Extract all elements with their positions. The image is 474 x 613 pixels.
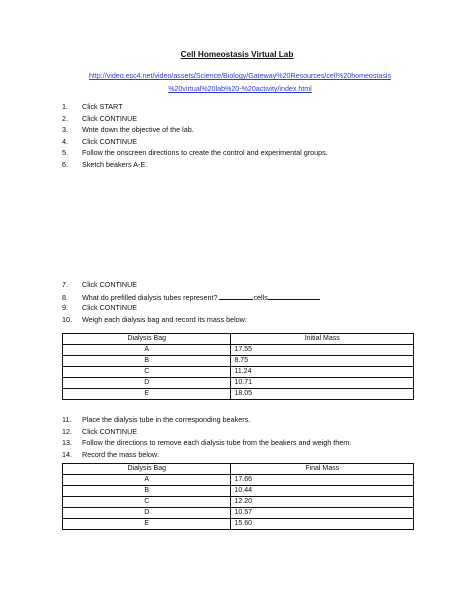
table-header-row (63, 464, 414, 475)
steps-list-1 (62, 101, 328, 170)
list-item: 13. Follow the directions to remove each dialysis tube from the beakers and weigh them. (62, 438, 352, 447)
column-header: Dialysis Bag (63, 334, 231, 345)
column-header: Initial Mass (231, 334, 414, 345)
column-header: Final Mass (231, 464, 414, 475)
list-item: 9. Click CONTINUE (62, 303, 138, 312)
table-row: D 10.71 (63, 378, 414, 389)
list-item: 1. Click START (62, 102, 123, 111)
answer-blank[interactable] (219, 291, 253, 300)
table-row: B 8.75 (63, 356, 414, 367)
table-row: C 11.24 (63, 367, 414, 378)
list-item: 8. What do prefilled dialysis tubes represent? cells (62, 291, 320, 303)
initial-mass-table (62, 333, 414, 400)
table-row: B 10.44 (63, 486, 414, 497)
lab-url-link[interactable] (60, 70, 420, 96)
list-item: 7. Click CONTINUE (62, 280, 138, 289)
table-row: E 18.05 (63, 389, 414, 400)
list-item: 14. Record the mass below: (62, 449, 160, 459)
list-item: 12. Click CONTINUE (62, 426, 138, 436)
table-header-row (63, 334, 414, 345)
table-row: A 17.66 (63, 475, 414, 486)
lab-url-line-2[interactable]: %20virtual%20lab%20-%20activity/index.html (168, 85, 312, 93)
list-item: 11. Place the dialysis tube in the corresponding beakers. (62, 415, 251, 424)
table-row: C 12.20 (63, 497, 414, 508)
steps-list-3 (62, 414, 351, 460)
column-header: Dialysis Bag (63, 464, 231, 475)
list-item: 10. Weigh each dialysis bag and record its mass below: (62, 314, 247, 324)
page-title: Cell Homeostasis Virtual Lab (180, 50, 294, 59)
table-row: E 15.60 (63, 519, 414, 530)
table-row: A 17.55 (63, 345, 414, 356)
final-mass-table (62, 463, 414, 530)
steps-list-2 (62, 279, 320, 325)
list-item: 5. Follow the onscreen directions to create the control and experimental groups. (62, 148, 328, 157)
list-item: 2. Click CONTINUE (62, 113, 138, 123)
list-item: 6. Sketch beakers A-E. (62, 159, 148, 169)
answer-blank[interactable] (268, 291, 320, 300)
table-row: D 10.57 (63, 508, 414, 519)
list-item: 4. Click CONTINUE (62, 136, 138, 146)
list-item: 3. Write down the objective of the lab. (62, 125, 194, 134)
lab-url-line-1[interactable]: http://video.esc4.net/video/assets/Science/Biology/Gateway%20Resources/cell%20homeostasis (88, 72, 392, 80)
